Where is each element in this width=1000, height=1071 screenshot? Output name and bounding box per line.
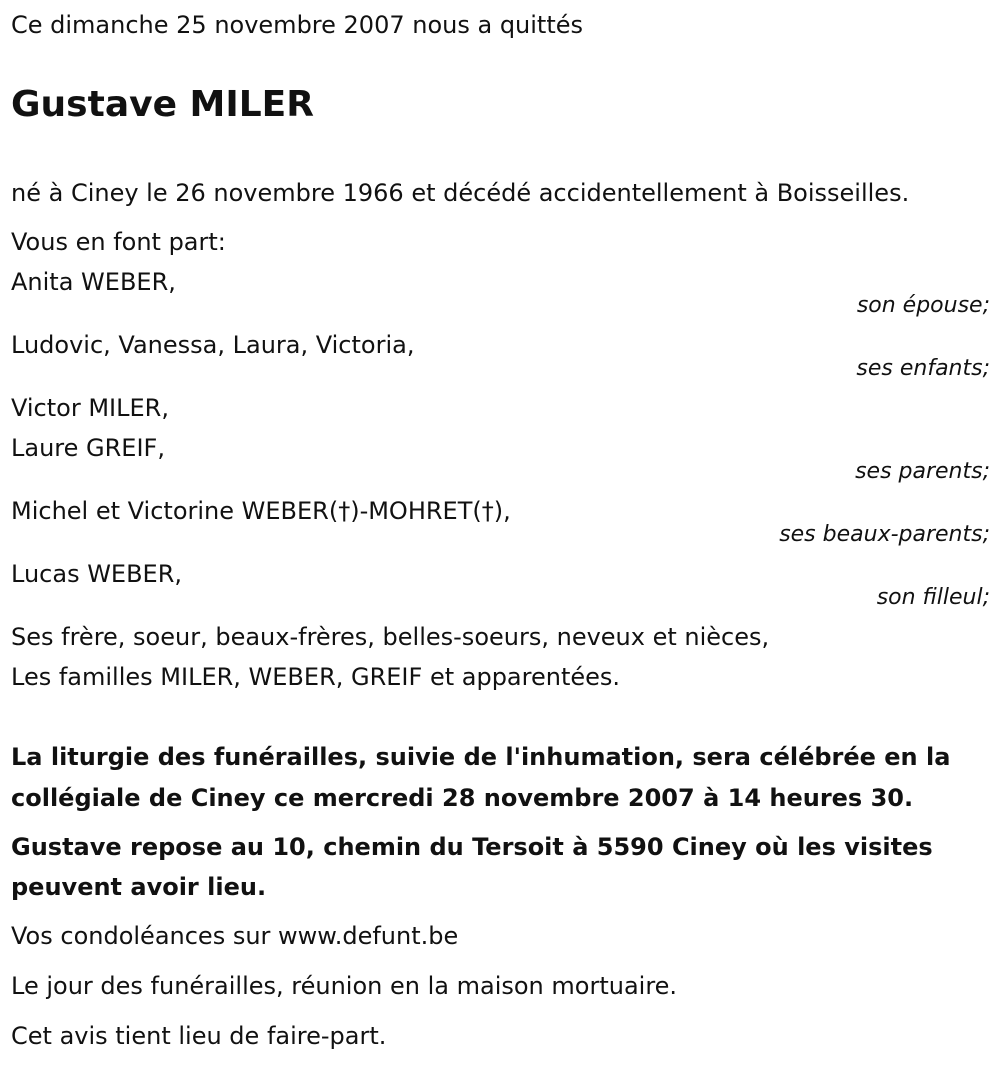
funeral-line-1: La liturgie des funérailles, suivie de l'inhumation, sera célébrée en la <box>11 743 951 771</box>
announce-line: Vous en font part: <box>11 228 226 256</box>
reunion-line: Le jour des funérailles, réunion en la maison mortuaire. <box>11 972 678 1000</box>
family-name-in-laws: Michel et Victorine WEBER(†)-MOHRET(†), <box>11 497 511 525</box>
deceased-name: Gustave MILER <box>11 84 314 125</box>
family-relation-in-laws: ses beaux-parents; <box>779 522 990 547</box>
family-relation-spouse: son épouse; <box>856 293 990 318</box>
family-name-godson: Lucas WEBER, <box>11 560 183 588</box>
intro-line: Ce dimanche 25 novembre 2007 nous a quittés <box>11 11 584 39</box>
family-relation-parents: ses parents; <box>855 459 990 484</box>
family-name-mother: Laure GREIF, <box>11 434 165 462</box>
family-relation-godson: son filleul; <box>876 585 990 610</box>
family-name-children: Ludovic, Vanessa, Laura, Victoria, <box>11 331 415 359</box>
family-name-father: Victor MILER, <box>11 394 169 422</box>
extended-family-line-2: Les familles MILER, WEBER, GREIF et apparentées. <box>11 663 621 691</box>
condolences-line: Vos condoléances sur www.defunt.be <box>11 922 459 950</box>
repose-line-2: peuvent avoir lieu. <box>11 873 267 901</box>
family-name-spouse: Anita WEBER, <box>11 268 176 296</box>
repose-line-1: Gustave repose au 10, chemin du Tersoit à 5590 Ciney où les visites <box>11 833 933 861</box>
birth-death-line: né à Ciney le 26 novembre 1966 et décédé accidentellement à Boisseilles. <box>11 179 910 207</box>
closing-line: Cet avis tient lieu de faire-part. <box>11 1022 387 1050</box>
funeral-line-2: collégiale de Ciney ce mercredi 28 novembre 2007 à 14 heures 30. <box>11 784 914 812</box>
extended-family-line-1: Ses frère, soeur, beaux-frères, belles-soeurs, neveux et nièces, <box>11 623 770 651</box>
family-relation-children: ses enfants; <box>856 356 990 381</box>
